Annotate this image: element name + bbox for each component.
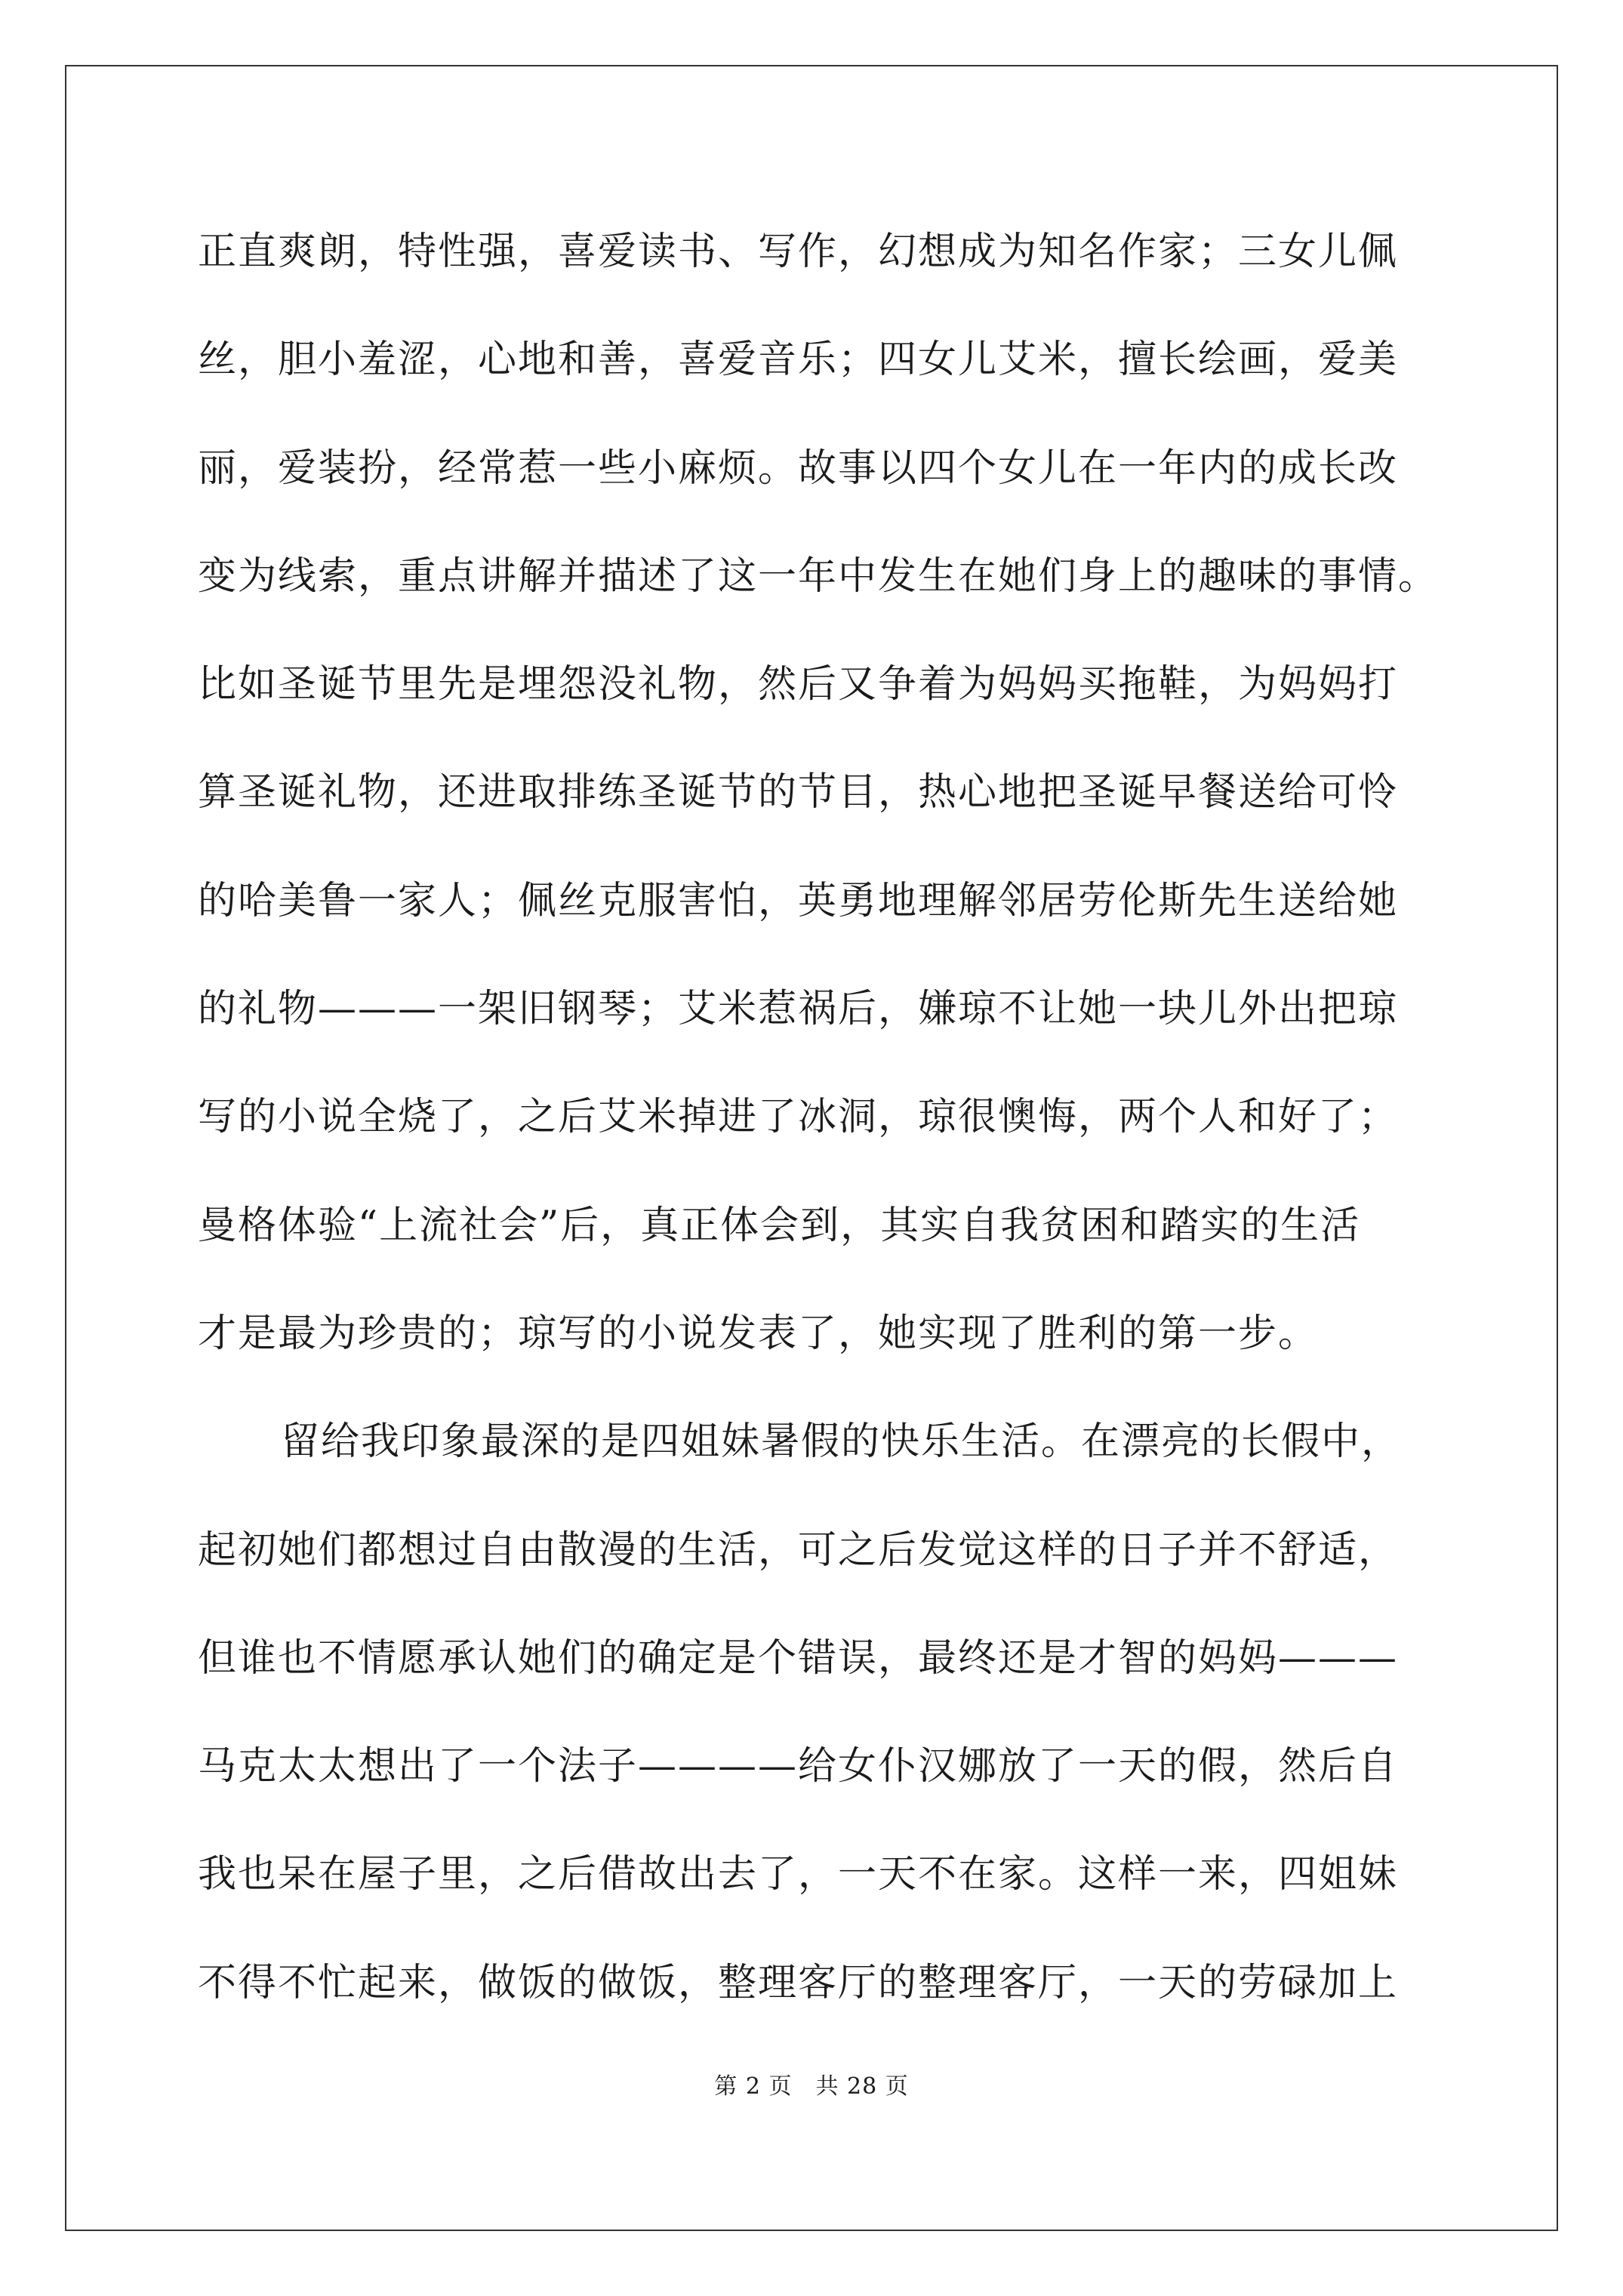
text-line: 不得不忙起来，做饭的做饭，整理客厅的整理客厅，一天的劳碌加上 xyxy=(198,1960,1399,2005)
text-line: 写的小说全烧了，之后艾米掉进了冰洞，琼很懊悔，两个人和好了； xyxy=(198,1095,1399,1140)
text-line: 比如圣诞节里先是埋怨没礼物，然后又争着为妈妈买拖鞋，为妈妈打 xyxy=(198,662,1399,707)
text-line: 我也呆在屋子里，之后借故出去了，一天不在家。这样一来，四姐妹 xyxy=(198,1852,1399,1897)
text-line: 的哈美鲁一家人；佩丝克服害怕，英勇地理解邻居劳伦斯先生送给她 xyxy=(198,878,1399,923)
text-line: 曼格体验“上流社会”后，真正体会到，其实自我贫困和踏实的生活 xyxy=(198,1203,1361,1248)
text-line: 正直爽朗，特性强，喜爱读书、写作，幻想成为知名作家；三女儿佩 xyxy=(198,230,1399,274)
text-line: 的礼物———一架旧钢琴；艾米惹祸后，嫌琼不让她一块儿外出把琼 xyxy=(198,987,1399,1032)
page-number-footer: 第 2 页 共 28 页 xyxy=(714,2073,909,2100)
body-text xyxy=(198,198,1439,2037)
text-line: 马克太太想出了一个法子————给女仆汉娜放了一天的假，然后自 xyxy=(198,1744,1399,1789)
paragraph-start-line: 留给我印象最深的是四姐妹暑假的快乐生活。在漂亮的长假中， xyxy=(281,1419,1402,1465)
text-line: 丽，爱装扮，经常惹一些小麻烦。故事以四个女儿在一年内的成长改 xyxy=(198,445,1399,491)
text-line: 起初她们都想过自由散漫的生活，可之后发觉这样的日子并不舒适， xyxy=(198,1527,1399,1573)
text-line: 才是最为珍贵的；琼写的小说发表了，她实现了胜利的第一步。 xyxy=(198,1311,1319,1356)
text-line: 算圣诞礼物，还进取排练圣诞节的节目，热心地把圣诞早餐送给可怜 xyxy=(198,770,1399,815)
text-line: 但谁也不情愿承认她们的确定是个错误，最终还是才智的妈妈——— xyxy=(198,1635,1399,1681)
text-line: 变为线索，重点讲解并描述了这一年中发生在她们身上的趣味的事情。 xyxy=(198,553,1439,599)
text-line: 丝，胆小羞涩，心地和善，喜爱音乐；四女儿艾米，擅长绘画，爱美 xyxy=(198,337,1399,383)
